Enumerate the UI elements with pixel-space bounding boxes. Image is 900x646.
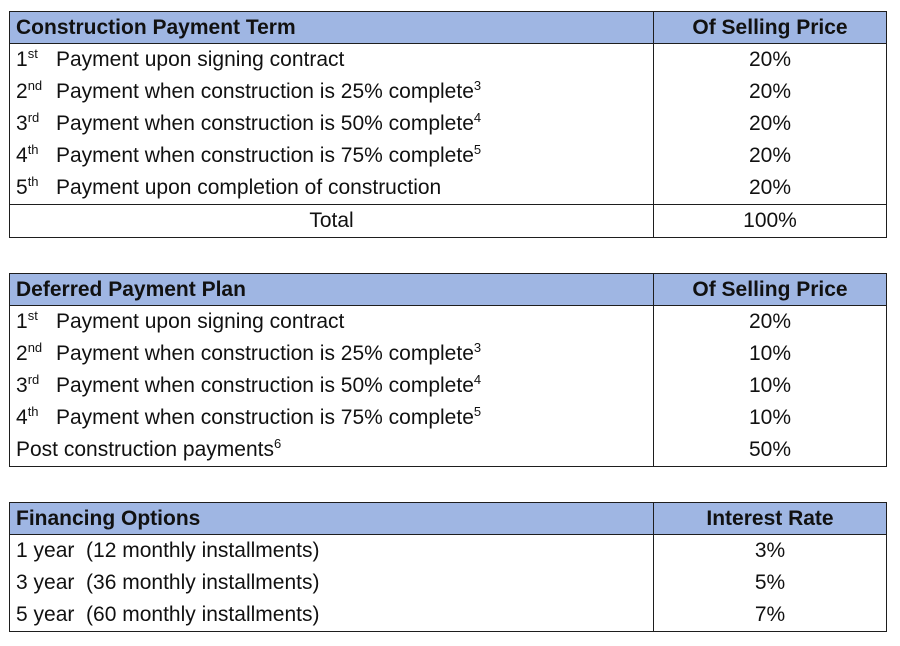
row-value: 20% [654, 172, 887, 205]
deferred-header-label: Deferred Payment Plan [10, 274, 654, 306]
financing-header-label: Financing Options [10, 503, 654, 535]
table-row [10, 44, 887, 77]
ordinal: 3rd [16, 372, 40, 397]
construction-payment-table [9, 11, 887, 238]
row-value: 50% [654, 434, 887, 467]
row-value: 10% [654, 402, 887, 434]
deferred-payment-table [9, 273, 887, 467]
table-row [10, 402, 887, 434]
deferred-header-value: Of Selling Price [654, 274, 887, 306]
ordinal: 4th [16, 142, 39, 167]
row-label: 2nd Payment when construction is 25% complete$^3$ [10, 338, 654, 370]
construction-header-label: Construction Payment Term [10, 12, 654, 44]
ordinal: 2nd [16, 78, 43, 103]
row-label: 2nd Payment when construction is 25% complete$^3$ [10, 76, 654, 108]
total-row [10, 205, 887, 238]
ordinal: 5th [16, 174, 39, 199]
financing-options-table [9, 502, 887, 632]
row-value: 20% [654, 306, 887, 339]
table-row [10, 370, 887, 402]
table-row [10, 140, 887, 172]
ordinal: 1st [16, 46, 38, 71]
row-label: 1st Payment upon signing contract [10, 44, 654, 77]
row-value: 3% [654, 535, 887, 568]
table-row [10, 76, 887, 108]
row-label: 1st Payment upon signing contract [10, 306, 654, 339]
row-label: 3 year (36 monthly installments) [10, 567, 654, 599]
row-value: 20% [654, 44, 887, 77]
total-value: 100% [654, 205, 887, 238]
table-row [10, 434, 887, 467]
table-row [10, 172, 887, 205]
row-value: 20% [654, 140, 887, 172]
table-row [10, 567, 887, 599]
table-row [10, 599, 887, 632]
row-value: 10% [654, 370, 887, 402]
row-value: 7% [654, 599, 887, 632]
ordinal: 2nd [16, 340, 43, 365]
ordinal: 1st [16, 308, 38, 333]
row-label: Post construction payments$^6$ [10, 434, 654, 467]
total-label: Total [10, 205, 654, 238]
table-row [10, 108, 887, 140]
table-header-row [10, 12, 887, 44]
table-header-row [10, 503, 887, 535]
row-value: 20% [654, 76, 887, 108]
row-label: 3rd Payment when construction is 50% complete$^4$ [10, 370, 654, 402]
row-label: 1 year (12 monthly installments) [10, 535, 654, 568]
row-label: 4th Payment when construction is 75% complete$^5$ [10, 402, 654, 434]
table-row [10, 306, 887, 339]
ordinal: 3rd [16, 110, 40, 135]
row-label: 5th Payment upon completion of construction [10, 172, 654, 205]
row-label: 5 year (60 monthly installments) [10, 599, 654, 632]
row-value: 5% [654, 567, 887, 599]
row-label: 4th Payment when construction is 75% complete$^5$ [10, 140, 654, 172]
row-label: 3rd Payment when construction is 50% complete$^4$ [10, 108, 654, 140]
financing-header-value: Interest Rate [654, 503, 887, 535]
row-value: 20% [654, 108, 887, 140]
table-row [10, 338, 887, 370]
construction-header-value: Of Selling Price [654, 12, 887, 44]
table-row [10, 535, 887, 568]
table-header-row [10, 274, 887, 306]
ordinal: 4th [16, 404, 39, 429]
row-value: 10% [654, 338, 887, 370]
